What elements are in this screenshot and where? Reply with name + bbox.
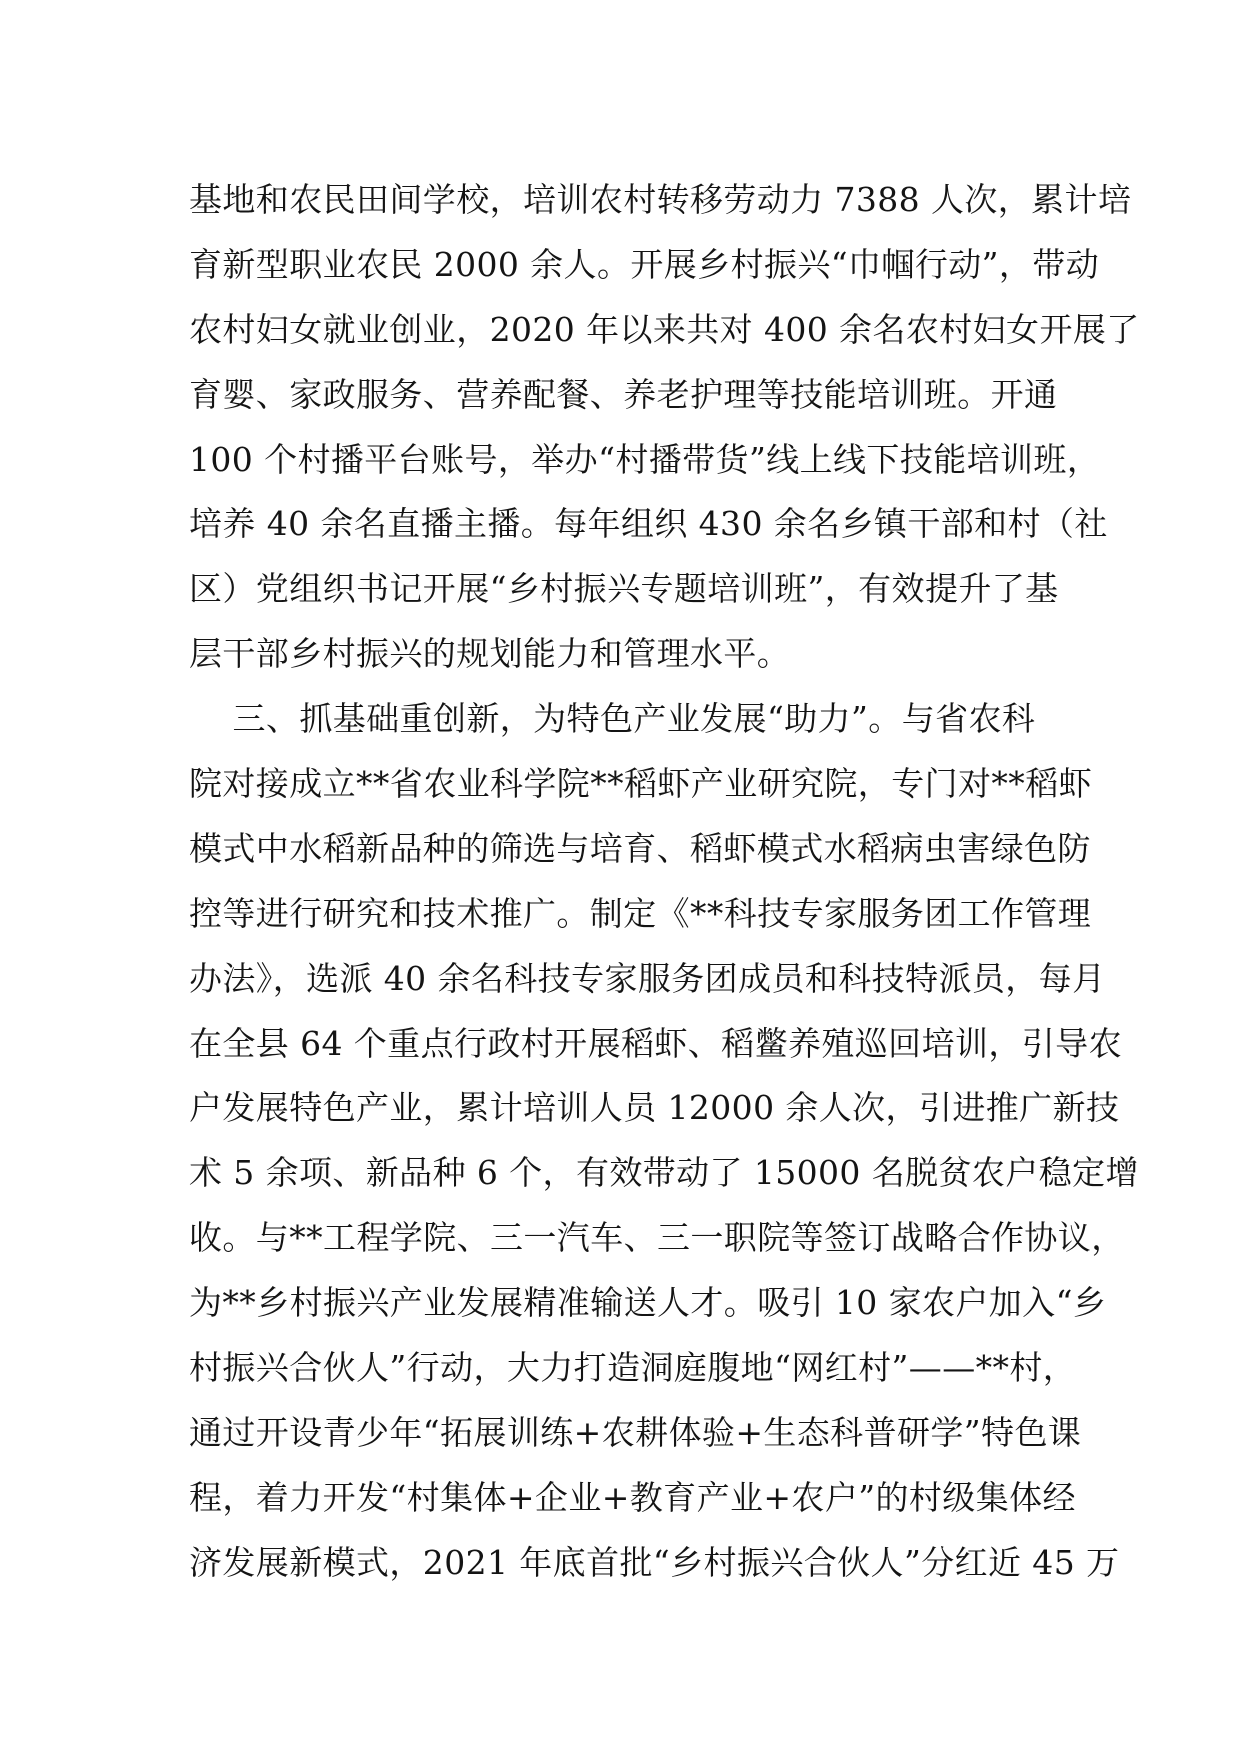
text-line-15: 户发展特色产业，累计培训人员 12000 余人次，引进推广新技 [189,1088,1120,1128]
text-line-7: 区）党组织书记开展“乡村振兴专题培训班”，有效提升了基 [189,569,1059,609]
text-line-14: 在全县 64 个重点行政村开展稻虾、稻鳖养殖巡回培训，引导农 [189,1023,1122,1063]
body-text [189,168,1140,1596]
text-line-1: 基地和农民田间学校，培训农村转移劳动力 7388 人次，累计培 [189,180,1132,219]
text-line-8: 层干部乡村振兴的规划能力和管理水平。 [189,634,791,674]
text-line-20: 通过开设青少年“拓展训练+农耕体验+生态科普研学”特色课 [189,1412,1082,1452]
section-three-heading-line: 三、抓基础重创新，为特色产业发展“助力”。与省农科 [189,699,1036,739]
text-line-18: 为**乡村振兴产业发展精准输送人才。吸引 10 家农户加入“乡 [189,1283,1107,1323]
text-line-12: 控等进行研究和技术推广。制定《**科技专家服务团工作管理 [189,893,1092,933]
text-line-3: 农村妇女就业创业，2020 年以来共对 400 余名农村妇女开展了 [189,309,1140,349]
text-line-6: 培养 40 余名直播主播。每年组织 430 余名乡镇干部和村（社 [189,504,1108,544]
text-line-16: 术 5 余项、新品种 6 个，有效带动了 15000 名脱贫农户稳定增 [189,1153,1139,1193]
text-line-13: 办法》，选派 40 余名科技专家服务团成员和科技特派员，每月 [189,958,1106,998]
text-line-19: 村振兴合伙人”行动，大力打造洞庭腹地“网红村”——**村， [189,1348,1077,1388]
text-line-11: 模式中水稻新品种的筛选与培育、稻虾模式水稻病虫害绿色防 [189,828,1091,868]
text-line-21: 程，着力开发“村集体+企业+教育产业+农户”的村级集体经 [189,1477,1076,1517]
text-line-10: 院对接成立**省农业科学院**稻虾产业研究院，专门对**稻虾 [189,764,1092,804]
text-line-22: 济发展新模式，2021 年底首批“乡村振兴合伙人”分红近 45 万 [189,1542,1120,1582]
text-line-2: 育新型职业农民 2000 余人。开展乡村振兴“巾帼行动”，带动 [189,244,1100,284]
text-line-17: 收。与**工程学院、三一汽车、三一职院等签订战略合作协议， [189,1218,1125,1258]
text-line-4: 育婴、家政服务、营养配餐、养老护理等技能培训班。开通 [189,374,1058,414]
text-line-5: 100 个村播平台账号，举办“村播带货”线上线下技能培训班， [189,439,1101,479]
